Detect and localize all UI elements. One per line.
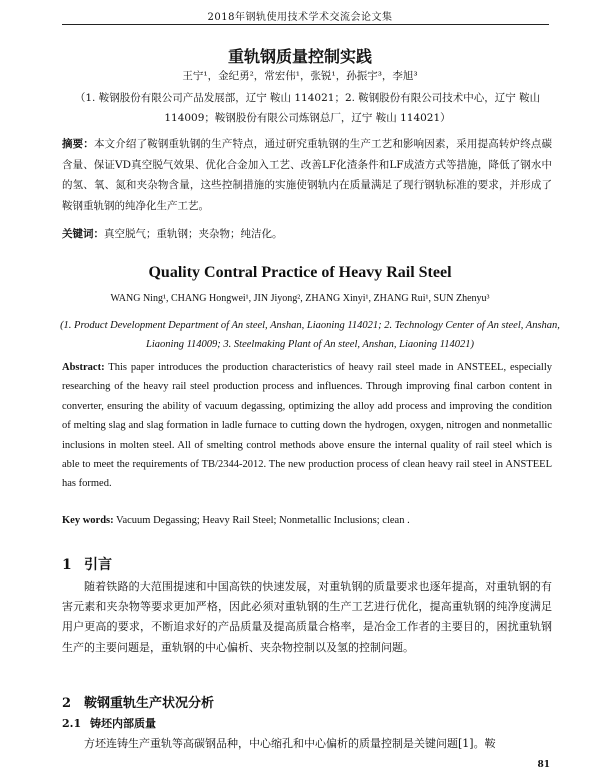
- english-keywords-text: Vacuum Degassing; Heavy Rail Steel; Nonmetallic Inclusions; clean .: [113, 515, 410, 526]
- section-2-heading: [62, 692, 214, 711]
- chinese-keywords-label: 关键词：: [62, 228, 104, 240]
- chinese-abstract-label: 摘要：: [62, 138, 94, 150]
- section-2-number: 2: [62, 696, 72, 711]
- section-2-title: 鞍钢重轨生产状况分析: [84, 696, 215, 711]
- english-affiliation-text: (1. Product Development Department of An steel, Anshan, Liaoning 114021; 2. Technology Center of An steel, Anshan, Liaoning 114009; 3. Steelmaking Plant of An steel, Anshan, Liaoning 114021): [60, 320, 560, 350]
- chinese-keywords: [62, 224, 552, 244]
- english-affiliation: [60, 316, 560, 354]
- page-number: 81: [537, 760, 550, 770]
- subsection-2-1-number: 2.1: [62, 717, 82, 730]
- running-header: 2018年钢轨使用技术学术交流会论文集: [207, 12, 393, 23]
- subsection-2-1-heading: [62, 715, 156, 731]
- english-authors: WANG Ning¹, CHANG Hongwei¹, JIN Jiyong², ZHANG Xinyi¹, ZHANG Rui¹, SUN Zhenyu³: [110, 293, 490, 304]
- section-1-title: 引言: [84, 557, 112, 573]
- section-1-body: 随着铁路的大范围提速和中国高铁的快速发展，对重轨钢的质量要求也逐年提高，对重轨钢的有害元素和夹杂物等要求更加严格，因此必须对重轨钢的生产工艺进行优化，提高重轨钢的纯净度满足用户更高的要求，不断追求好的产品质量及提高质量合格率，是冶金工作者的主要目的，困扰重轨钢生产的主要问题是，重轨钢的中心偏析、夹杂物控制以及氢的控制问题。: [62, 580, 552, 654]
- chinese-authors: 王宁¹，金纪勇²，常宏伟¹，张锐¹，孙振宇³，李旭³: [182, 70, 418, 82]
- english-abstract-text: This paper introduces the production characteristics of heavy rail steel made in ANSTEEL, especially researching of the heavy rail steel production process and influences. Through improving final carbon content in converter, ensuring the ability of vacuum degassing, optimizing the alloy add process and improving the condition of melting slag and slag formation in ladle furnace to cutting down the hydrogen, oxygen, nitrogen and nonmetallic inclusions in molten steel. All of smelting control methods above ensure the internal quality of rail steel which is able to meet the requirements of TB/2344-2012. The new production process of clean heavy rail steel in ANSTEEL has formed.: [62, 362, 552, 490]
- english-title: Quality Contral Practice of Heavy Rail Steel: [148, 264, 452, 281]
- english-keywords-label: Key words:: [62, 515, 114, 526]
- section-1-heading: [62, 554, 112, 574]
- chinese-keywords-text: 真空脱气；重轨钢；夹杂物；纯洁化。: [104, 228, 283, 240]
- subsection-2-1-title: 铸坯内部质量: [90, 717, 156, 730]
- chinese-affiliation: （1. 鞍钢股份有限公司产品发展部，辽宁 鞍山 114021；2. 鞍钢股份有限公司技术中心，辽宁 鞍山 114009；鞍钢股份有限公司炼钢总厂，辽宁 鞍山 114021）: [74, 92, 541, 124]
- english-abstract: [62, 358, 552, 494]
- section-1-number: 1: [62, 557, 72, 573]
- header-rule: [62, 24, 549, 25]
- english-keywords: [62, 515, 552, 526]
- chinese-abstract: [62, 134, 552, 216]
- chinese-title: 重轨钢质量控制实践: [227, 47, 372, 66]
- section-2-body: 方坯连铸生产重轨等高碳钢品种，中心缩孔和中心偏析的质量控制是关键问题[1]。鞍: [84, 737, 496, 750]
- english-abstract-label: Abstract:: [62, 362, 105, 373]
- chinese-abstract-text: 本文介绍了鞍钢重轨钢的生产特点，通过研究重轨钢的生产工艺和影响因素，采用提高转炉终点碳含量、保证VD真空脱气效果、优化合金加入工艺、改善LF化渣条件和LF成渣方式等措施，降低了钢水中的氢、氧、氮和夹杂物含量，这些控制措施的实施使钢轨内在质量满足了现行钢轨标准的要求，并形成了鞍钢重轨钢的纯净化生产工艺。: [62, 138, 553, 212]
